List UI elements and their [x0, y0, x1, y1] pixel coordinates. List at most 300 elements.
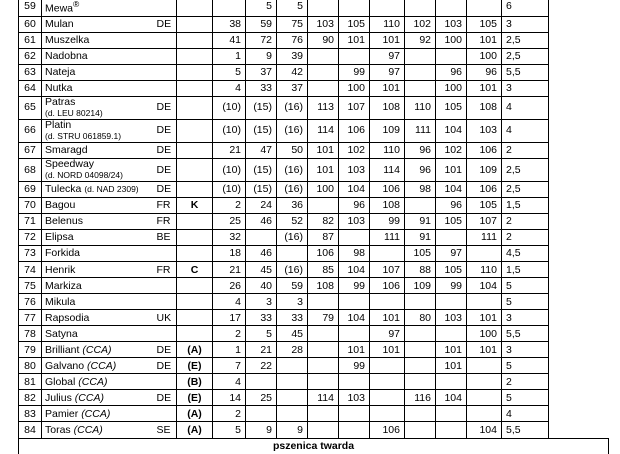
value-cell: 98 — [339, 245, 370, 261]
variety-name — [42, 390, 157, 406]
value-cell: 85 — [308, 262, 339, 278]
value-cell: 106 — [370, 422, 405, 438]
variety-name — [42, 80, 157, 96]
variety-name — [42, 181, 157, 197]
value-cell: (10) — [213, 119, 246, 142]
variety-name-text: Mikula — [45, 295, 76, 308]
variety-name — [42, 278, 157, 294]
value-cell: 97 — [370, 326, 405, 342]
value-cell: 2,5 — [502, 48, 549, 64]
row-number: 67 — [19, 142, 42, 158]
variety-name — [42, 64, 157, 80]
variety-name — [42, 358, 157, 374]
table-row — [19, 310, 609, 326]
value-cell: 111 — [467, 229, 502, 245]
group-label: K — [177, 197, 213, 213]
value-cell: 50 — [277, 142, 308, 158]
table-row — [19, 32, 609, 48]
variety-name-text: Global — [45, 375, 76, 388]
value-cell — [467, 374, 502, 390]
group-label — [177, 142, 213, 158]
value-cell: 104 — [436, 390, 467, 406]
value-cell: 100 — [467, 48, 502, 64]
value-cell: 3 — [277, 294, 308, 310]
variety-name — [42, 310, 157, 326]
group-label: (A) — [177, 342, 213, 358]
value-cell: 5 — [502, 294, 549, 310]
value-cell — [436, 406, 467, 422]
row-number: 70 — [19, 197, 42, 213]
value-cell: (16) — [277, 181, 308, 197]
value-cell: 96 — [405, 158, 436, 181]
value-cell: 9 — [246, 422, 277, 438]
row-number: 66 — [19, 119, 42, 142]
row-number: 63 — [19, 64, 42, 80]
value-cell: 101 — [467, 310, 502, 326]
value-cell: 46 — [246, 245, 277, 261]
country-code — [157, 374, 177, 390]
value-cell: 110 — [405, 96, 436, 119]
table-row — [19, 181, 609, 197]
value-cell: 47 — [246, 142, 277, 158]
value-cell: 5 — [502, 278, 549, 294]
value-cell: 3 — [502, 16, 549, 32]
value-cell: 103 — [308, 16, 339, 32]
value-cell — [405, 80, 436, 96]
group-label: (B) — [177, 374, 213, 390]
value-cell: 104 — [339, 181, 370, 197]
group-label — [177, 32, 213, 48]
value-cell: 2,5 — [502, 32, 549, 48]
value-cell: 98 — [405, 181, 436, 197]
value-cell: 107 — [339, 96, 370, 119]
value-cell: 105 — [436, 213, 467, 229]
country-code — [157, 294, 177, 310]
value-cell: 104 — [467, 278, 502, 294]
value-cell — [339, 422, 370, 438]
row-number: 82 — [19, 390, 42, 406]
table-row — [19, 197, 609, 213]
value-cell: 101 — [467, 32, 502, 48]
group-label — [177, 48, 213, 64]
row-number: 60 — [19, 16, 42, 32]
value-cell: 24 — [246, 197, 277, 213]
value-cell: 1 — [213, 48, 246, 64]
value-cell — [467, 245, 502, 261]
value-cell: (10) — [213, 181, 246, 197]
value-cell — [308, 406, 339, 422]
value-cell: 75 — [277, 16, 308, 32]
value-cell: 101 — [467, 80, 502, 96]
value-cell: 3 — [502, 342, 549, 358]
variety-name — [42, 342, 157, 358]
variety-name-text: Galvano — [45, 359, 85, 372]
value-cell — [308, 197, 339, 213]
variety-name — [42, 96, 157, 119]
value-cell — [405, 326, 436, 342]
country-code: DE — [157, 342, 177, 358]
variety-note: (d. STRU 061859.1) — [45, 130, 122, 141]
variety-name-text: Nutka — [45, 82, 73, 95]
variety-name — [42, 119, 157, 142]
table-row — [19, 80, 609, 96]
value-cell: 21 — [213, 262, 246, 278]
value-cell: 106 — [370, 278, 405, 294]
variety-name — [42, 213, 157, 229]
table-body — [19, 0, 609, 454]
country-code — [157, 80, 177, 96]
variety-name-text: Elipsa — [45, 231, 74, 244]
value-cell: 2 — [213, 197, 246, 213]
country-code: UK — [157, 310, 177, 326]
value-cell — [308, 0, 339, 16]
value-cell: 52 — [277, 213, 308, 229]
value-cell: 104 — [436, 181, 467, 197]
value-cell: 110 — [467, 262, 502, 278]
value-cell — [405, 294, 436, 310]
value-cell: 103 — [436, 16, 467, 32]
value-cell: (16) — [277, 229, 308, 245]
value-cell — [370, 374, 405, 390]
value-cell: 2 — [502, 213, 549, 229]
value-cell — [246, 406, 277, 422]
variety-name — [42, 326, 157, 342]
variety-name — [42, 48, 157, 64]
row-number: 73 — [19, 245, 42, 261]
value-cell: 3 — [502, 310, 549, 326]
value-cell: 88 — [405, 262, 436, 278]
group-label — [177, 80, 213, 96]
country-code: DE — [157, 358, 177, 374]
row-number: 79 — [19, 342, 42, 358]
row-number: 74 — [19, 262, 42, 278]
value-cell: 104 — [339, 262, 370, 278]
value-cell — [246, 374, 277, 390]
cca-marker: (CCA) — [82, 343, 112, 356]
value-cell: 101 — [370, 80, 405, 96]
country-code — [157, 48, 177, 64]
value-cell — [339, 374, 370, 390]
group-label — [177, 181, 213, 197]
group-label — [177, 119, 213, 142]
value-cell: 4 — [502, 96, 549, 119]
group-label — [177, 213, 213, 229]
value-cell: 103 — [467, 119, 502, 142]
table-row — [19, 294, 609, 310]
value-cell: 5 — [502, 390, 549, 406]
value-cell: 101 — [370, 342, 405, 358]
value-cell: 4 — [213, 374, 246, 390]
value-cell — [308, 64, 339, 80]
value-cell: 108 — [467, 96, 502, 119]
value-cell: 100 — [339, 80, 370, 96]
variety-name-text: Julius — [45, 391, 72, 404]
value-cell: 91 — [405, 229, 436, 245]
table-row — [19, 64, 609, 80]
value-cell — [405, 342, 436, 358]
value-cell: 109 — [405, 278, 436, 294]
value-cell: 59 — [246, 16, 277, 32]
value-cell — [308, 294, 339, 310]
group-label — [177, 326, 213, 342]
group-label — [177, 245, 213, 261]
value-cell: 105 — [405, 245, 436, 261]
value-cell: 5 — [246, 326, 277, 342]
value-cell: 114 — [308, 119, 339, 142]
value-cell: 5,5 — [502, 64, 549, 80]
value-cell — [339, 48, 370, 64]
country-code: SE — [157, 422, 177, 438]
variety-name-text: Markiza — [45, 279, 82, 292]
value-cell: 97 — [436, 245, 467, 261]
value-cell — [370, 390, 405, 406]
value-cell: 99 — [436, 278, 467, 294]
value-cell: (15) — [246, 181, 277, 197]
variety-name-text: Smaragd — [45, 144, 88, 157]
variety-name-text: Platin — [45, 119, 72, 132]
value-cell: 32 — [213, 229, 246, 245]
value-cell: 106 — [467, 181, 502, 197]
table-row — [19, 119, 609, 142]
value-cell: (16) — [277, 119, 308, 142]
value-cell: 4 — [213, 294, 246, 310]
value-cell: 28 — [277, 342, 308, 358]
value-cell: 4 — [213, 80, 246, 96]
value-cell: 90 — [308, 32, 339, 48]
group-label: (A) — [177, 406, 213, 422]
variety-name — [42, 142, 157, 158]
table-row — [19, 96, 609, 119]
row-number: 59 — [19, 0, 42, 16]
value-cell: 26 — [213, 278, 246, 294]
group-label — [177, 310, 213, 326]
value-cell: (15) — [246, 96, 277, 119]
value-cell: 82 — [308, 213, 339, 229]
country-code — [157, 32, 177, 48]
variety-name-text: Pamier — [45, 407, 79, 420]
value-cell: 101 — [339, 342, 370, 358]
value-cell: 5 — [213, 64, 246, 80]
cca-marker: (CCA) — [73, 424, 103, 436]
value-cell: 33 — [277, 310, 308, 326]
country-code: DE — [157, 390, 177, 406]
row-number: 72 — [19, 229, 42, 245]
value-cell — [277, 374, 308, 390]
group-label: C — [177, 262, 213, 278]
value-cell: 108 — [370, 96, 405, 119]
value-cell: 79 — [308, 310, 339, 326]
value-cell: 46 — [246, 213, 277, 229]
variety-name-text: Muszelka — [45, 34, 90, 47]
value-cell: 2 — [502, 229, 549, 245]
value-cell: 4 — [502, 119, 549, 142]
value-cell: 2 — [502, 374, 549, 390]
value-cell: 100 — [436, 80, 467, 96]
table-row — [19, 358, 609, 374]
value-cell — [308, 342, 339, 358]
value-cell — [308, 374, 339, 390]
country-code: DE — [157, 16, 177, 32]
value-cell: 100 — [308, 181, 339, 197]
value-cell: 7 — [213, 358, 246, 374]
value-cell: 100 — [467, 326, 502, 342]
value-cell: 9 — [277, 422, 308, 438]
row-number: 83 — [19, 406, 42, 422]
variety-name — [42, 16, 157, 32]
value-cell: 21 — [213, 142, 246, 158]
row-number: 78 — [19, 326, 42, 342]
value-cell: 96 — [339, 197, 370, 213]
value-cell — [339, 0, 370, 16]
group-label — [177, 64, 213, 80]
value-cell: (16) — [277, 262, 308, 278]
value-cell: 18 — [213, 245, 246, 261]
variety-name-text: Mulan — [45, 18, 74, 31]
row-number: 64 — [19, 80, 42, 96]
value-cell: 111 — [405, 119, 436, 142]
table-row — [19, 48, 609, 64]
value-cell — [213, 0, 246, 16]
value-cell: 5 — [277, 0, 308, 16]
country-code: DE — [157, 158, 177, 181]
value-cell: 103 — [339, 158, 370, 181]
value-cell: 99 — [339, 64, 370, 80]
country-code: DE — [157, 119, 177, 142]
value-cell: 33 — [246, 310, 277, 326]
row-number: 80 — [19, 358, 42, 374]
value-cell: 101 — [436, 358, 467, 374]
table-row — [19, 326, 609, 342]
value-cell: 72 — [246, 32, 277, 48]
variety-name-text: Rapsodia — [45, 311, 90, 324]
section-header: pszenica twarda — [19, 438, 609, 454]
row-number: 69 — [19, 181, 42, 197]
value-cell: 2,5 — [502, 181, 549, 197]
value-cell: (16) — [277, 96, 308, 119]
value-cell: 38 — [213, 16, 246, 32]
value-cell: 109 — [370, 119, 405, 142]
value-cell: 5,5 — [502, 326, 549, 342]
value-cell — [467, 390, 502, 406]
variety-name-text: Nateja — [45, 66, 76, 79]
value-cell — [370, 358, 405, 374]
table-row — [19, 16, 609, 32]
value-cell: 108 — [308, 278, 339, 294]
value-cell: 101 — [467, 342, 502, 358]
variety-name — [42, 32, 157, 48]
value-cell: 99 — [339, 358, 370, 374]
value-cell — [436, 0, 467, 16]
group-label — [177, 229, 213, 245]
value-cell: 106 — [370, 181, 405, 197]
row-number: 75 — [19, 278, 42, 294]
value-cell — [405, 374, 436, 390]
value-cell: 76 — [277, 32, 308, 48]
value-cell: 110 — [370, 142, 405, 158]
value-cell — [436, 48, 467, 64]
value-cell: 22 — [246, 358, 277, 374]
table-row — [19, 278, 609, 294]
value-cell — [405, 422, 436, 438]
value-cell: (15) — [246, 158, 277, 181]
value-cell: 97 — [370, 64, 405, 80]
value-cell: 36 — [277, 197, 308, 213]
value-cell: 45 — [246, 262, 277, 278]
value-cell: 101 — [308, 142, 339, 158]
value-cell — [405, 48, 436, 64]
value-cell: 114 — [308, 390, 339, 406]
value-cell — [405, 197, 436, 213]
value-cell: 102 — [339, 142, 370, 158]
value-cell: 17 — [213, 310, 246, 326]
value-cell: 25 — [213, 213, 246, 229]
variety-name — [42, 197, 157, 213]
value-cell: 37 — [277, 80, 308, 96]
variety-name-text: Belenus — [45, 215, 83, 228]
variety-name — [42, 229, 157, 245]
group-label: (E) — [177, 390, 213, 406]
value-cell — [370, 0, 405, 16]
value-cell: 99 — [370, 213, 405, 229]
table-row — [19, 422, 609, 438]
value-cell: 103 — [339, 390, 370, 406]
value-cell: 40 — [246, 278, 277, 294]
cca-marker: (CCA) — [74, 391, 104, 404]
value-cell: 101 — [370, 32, 405, 48]
value-cell: 59 — [277, 278, 308, 294]
value-cell: 1,5 — [502, 262, 549, 278]
group-label — [177, 278, 213, 294]
value-cell: 101 — [370, 310, 405, 326]
value-cell: 5 — [502, 358, 549, 374]
value-cell — [277, 390, 308, 406]
value-cell — [370, 294, 405, 310]
value-cell: 114 — [370, 158, 405, 181]
row-number: 71 — [19, 213, 42, 229]
table-row — [19, 262, 609, 278]
value-cell: 96 — [467, 64, 502, 80]
variety-name — [42, 245, 157, 261]
row-number: 76 — [19, 294, 42, 310]
value-cell: 105 — [436, 262, 467, 278]
country-code: FR — [157, 262, 177, 278]
value-cell: 106 — [308, 245, 339, 261]
value-cell — [339, 406, 370, 422]
value-cell — [308, 326, 339, 342]
value-cell — [308, 422, 339, 438]
value-cell: 105 — [339, 16, 370, 32]
value-cell — [370, 245, 405, 261]
variety-name-text: Satyna — [45, 327, 78, 340]
variety-name — [42, 374, 157, 390]
table-row — [19, 406, 609, 422]
country-code — [157, 406, 177, 422]
variety-name — [42, 158, 157, 181]
value-cell: 41 — [213, 32, 246, 48]
value-cell: 101 — [339, 32, 370, 48]
value-cell — [467, 0, 502, 16]
table-row — [19, 342, 609, 358]
value-cell: 33 — [246, 80, 277, 96]
country-code: DE — [157, 96, 177, 119]
group-label — [177, 16, 213, 32]
value-cell — [436, 374, 467, 390]
variety-name-text: Mewa — [45, 2, 74, 15]
value-cell — [308, 80, 339, 96]
value-cell: 108 — [370, 197, 405, 213]
value-cell: 110 — [370, 16, 405, 32]
value-cell — [436, 326, 467, 342]
